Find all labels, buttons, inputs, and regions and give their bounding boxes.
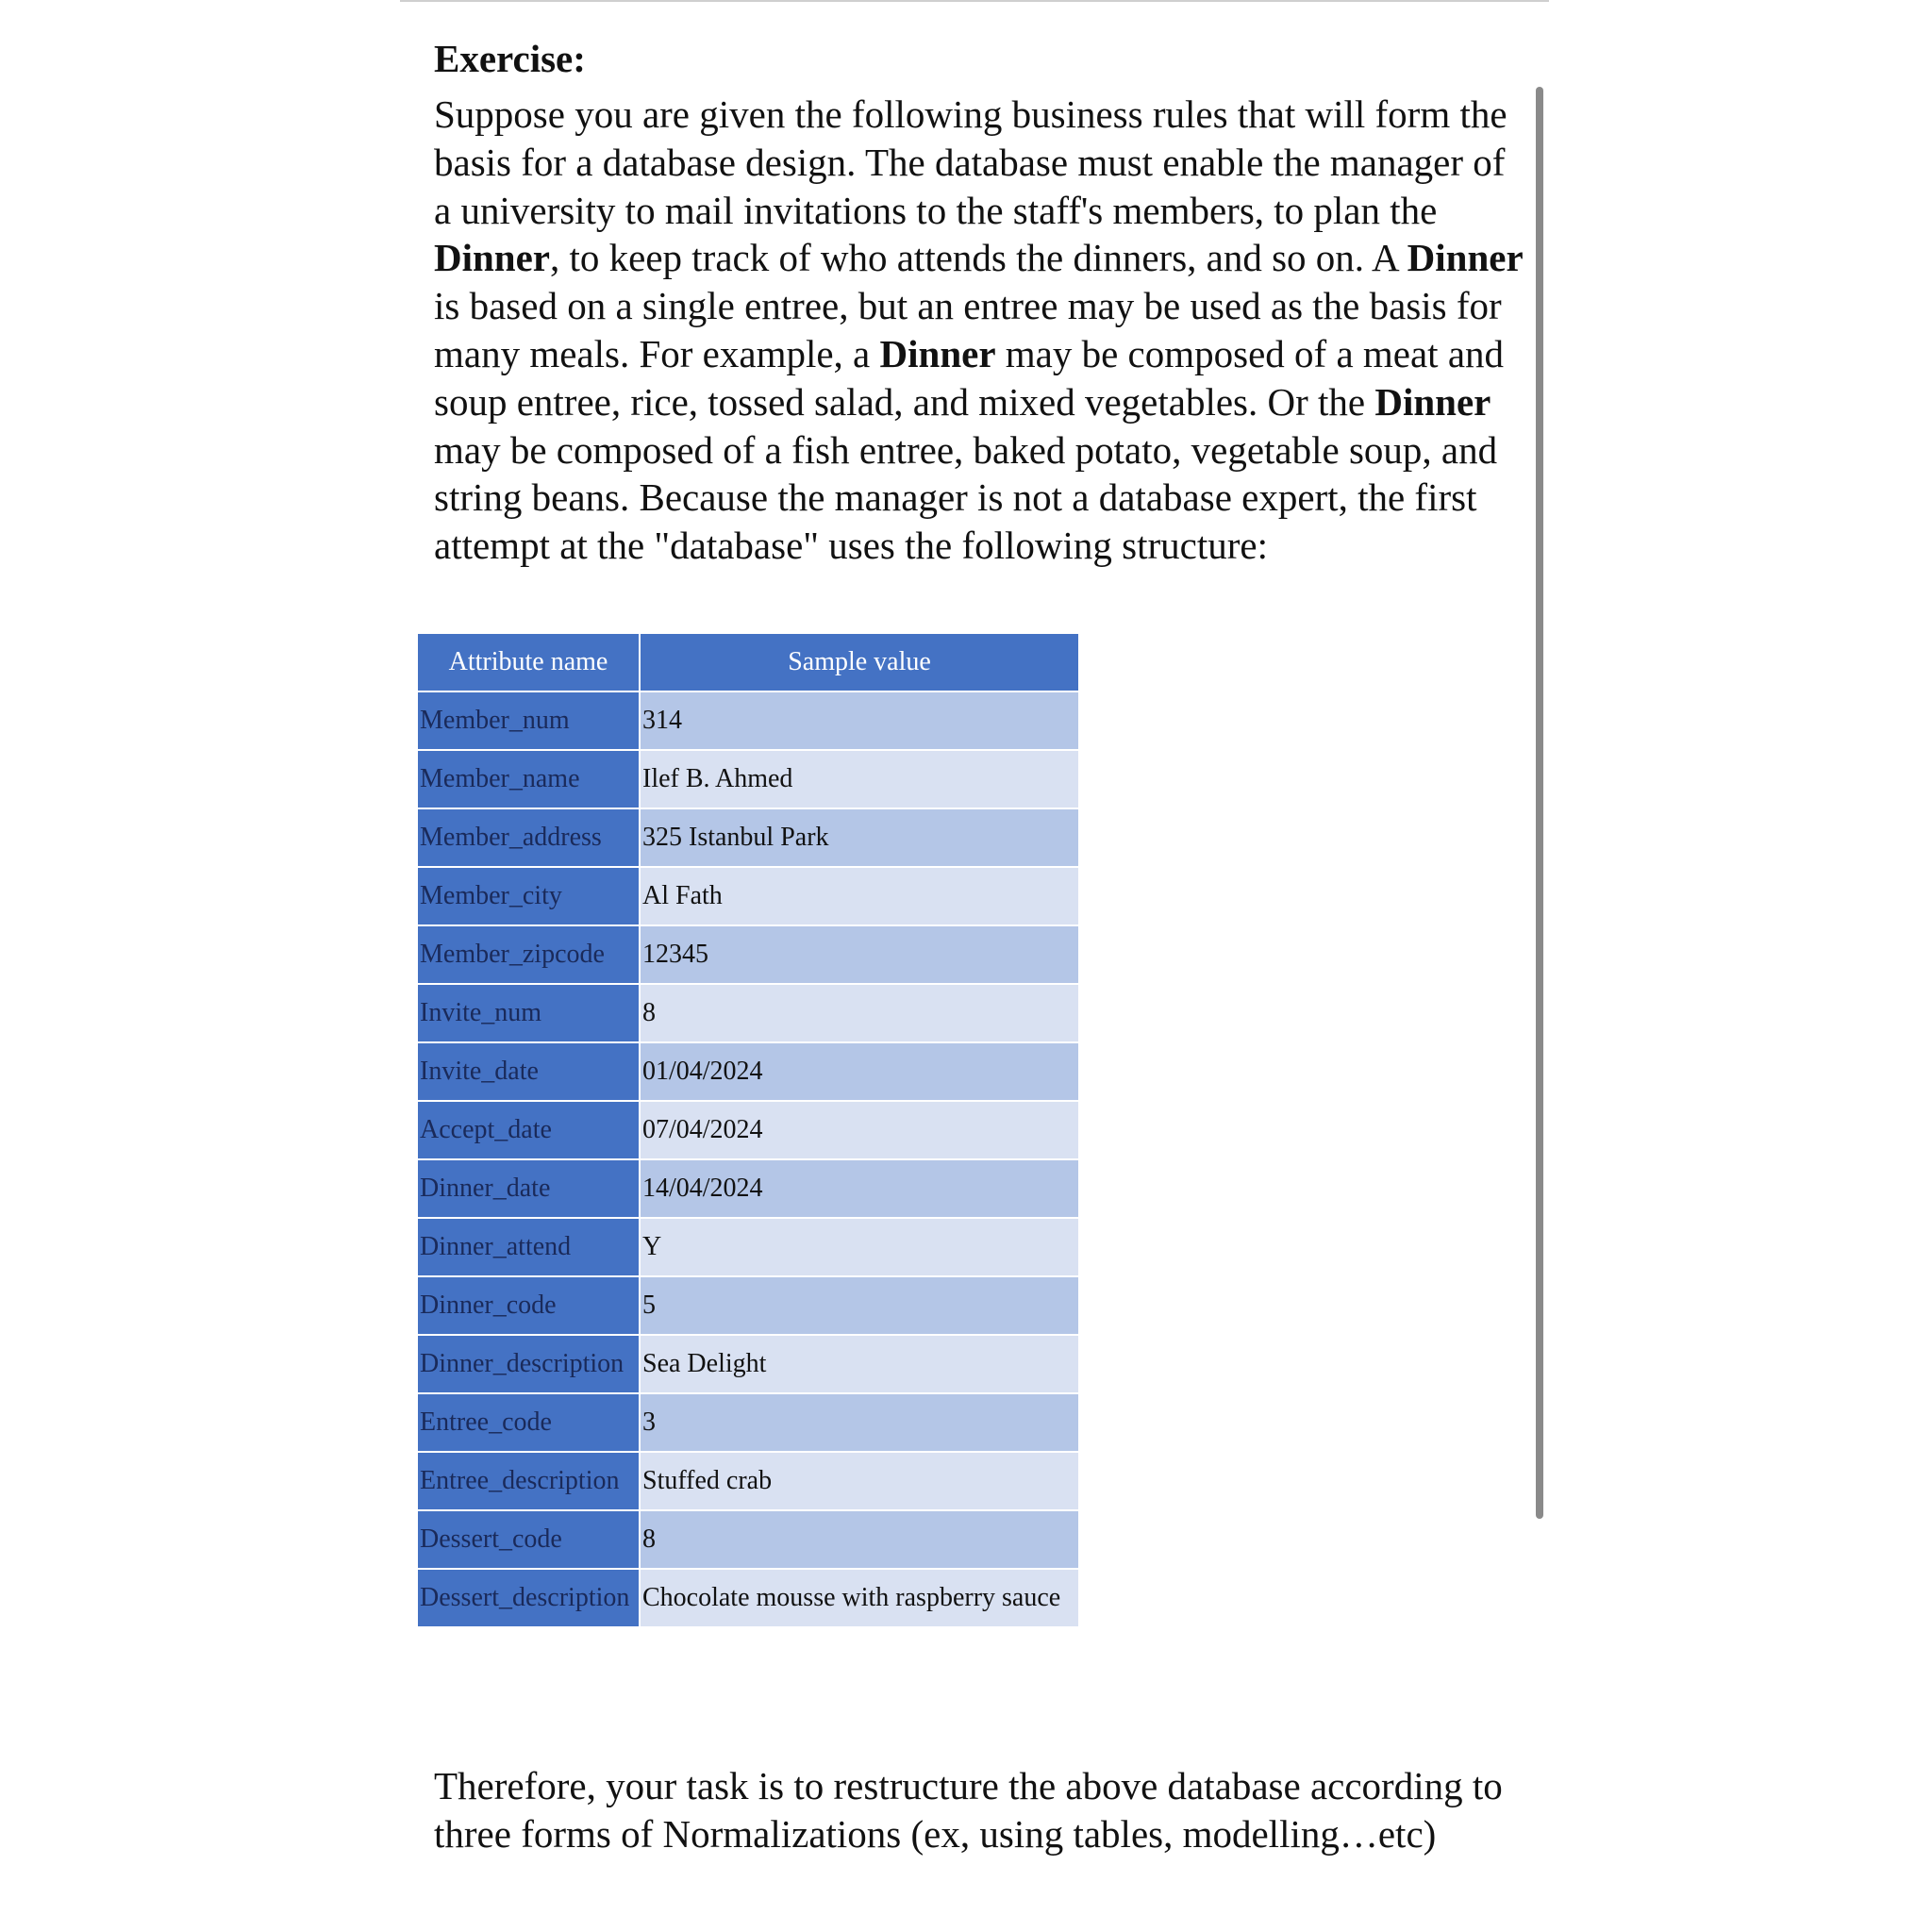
table-row [417,1218,1079,1276]
attribute-name-cell: Invite_date [417,1042,640,1101]
attribute-name-cell: Invite_num [417,984,640,1042]
table-header-row [417,633,1079,691]
table-row [417,1510,1079,1569]
table-row [417,984,1079,1042]
sample-value-cell: 8 [640,1510,1079,1569]
sample-value-cell: 01/04/2024 [640,1042,1079,1101]
table-row [417,1101,1079,1159]
scrollbar-thumb[interactable] [1536,87,1543,1519]
table-row [417,1393,1079,1452]
intro-text-segment: is based on a single entree, but an entree may be used as the basis for many meals. For example, a [434,284,1502,375]
attribute-name-cell: Dinner_attend [417,1218,640,1276]
intro-text-segment: may be composed of a meat and soup entree, rice, tossed salad, and mixed vegetables. Or the [434,331,1505,424]
sample-value-cell: 5 [640,1276,1079,1335]
table-row [417,1452,1079,1510]
bold-term-dinner: Dinner [879,331,996,375]
intro-text-segment: Suppose you are given the following business rules that will form the basis for a database design. The database must enable the manager of a university to mail invitations to the staff's members, to plan the [434,92,1507,232]
sample-value-cell: 314 [640,691,1079,750]
table-row [417,1159,1079,1218]
table-body [417,691,1079,1627]
bold-term-dinner: Dinner [434,236,550,280]
exercise-heading: Exercise: [434,37,586,80]
bold-term-dinner: Dinner [1407,236,1524,280]
attribute-name-cell: Member_name [417,750,640,808]
sample-value-cell: Al Fath [640,867,1079,925]
table-row [417,1276,1079,1335]
bold-term-dinner: Dinner [1374,379,1491,424]
table-row [417,1042,1079,1101]
sample-value-cell: Sea Delight [640,1335,1079,1393]
sample-value-cell: Stuffed crab [640,1452,1079,1510]
table-row [417,1335,1079,1393]
sample-value-cell: 12345 [640,925,1079,984]
sample-value-cell: 325 Istanbul Park [640,808,1079,867]
attribute-name-cell: Dinner_date [417,1159,640,1218]
attribute-name-cell: Entree_description [417,1452,640,1510]
intro-text-segment: , to keep track of who attends the dinners, and so on. A [550,236,1407,280]
table-row [417,867,1079,925]
attribute-name-cell: Dessert_description [417,1569,640,1627]
attribute-name-cell: Member_city [417,867,640,925]
sample-value-cell: Ilef B. Ahmed [640,750,1079,808]
attribute-name-cell: Entree_code [417,1393,640,1452]
column-header-attribute: Attribute name [417,633,640,691]
sample-value-cell: 07/04/2024 [640,1101,1079,1159]
intro-text-segment: may be composed of a fish entree, baked potato, vegetable soup, and string beans. Because the manager is not a database expert, the first attempt at the "database" uses the following structure: [434,427,1498,568]
attribute-name-cell: Member_num [417,691,640,750]
table-row [417,1569,1079,1627]
attribute-name-cell: Dinner_code [417,1276,640,1335]
sample-value-cell: 3 [640,1393,1079,1452]
column-header-sample-value: Sample value [640,633,1079,691]
sample-value-cell: 8 [640,984,1079,1042]
table-row [417,925,1079,984]
exercise-intro-paragraph [434,91,1528,570]
sample-value-cell: Chocolate mousse with raspberry sauce [640,1569,1079,1627]
database-structure-table [416,632,1080,1628]
attribute-name-cell: Dessert_code [417,1510,640,1569]
attribute-name-cell: Accept_date [417,1101,640,1159]
table-row [417,808,1079,867]
sample-value-cell: 14/04/2024 [640,1159,1079,1218]
attribute-name-cell: Member_address [417,808,640,867]
top-divider [400,0,1549,2]
table-row [417,750,1079,808]
attribute-name-cell: Member_zipcode [417,925,640,984]
attribute-name-cell: Dinner_description [417,1335,640,1393]
sample-value-cell: Y [640,1218,1079,1276]
table-row [417,691,1079,750]
task-instruction: Therefore, your task is to restructure the above database according to three forms of Normalizations (ex, using tables, modelling…etc) [434,1764,1503,1856]
